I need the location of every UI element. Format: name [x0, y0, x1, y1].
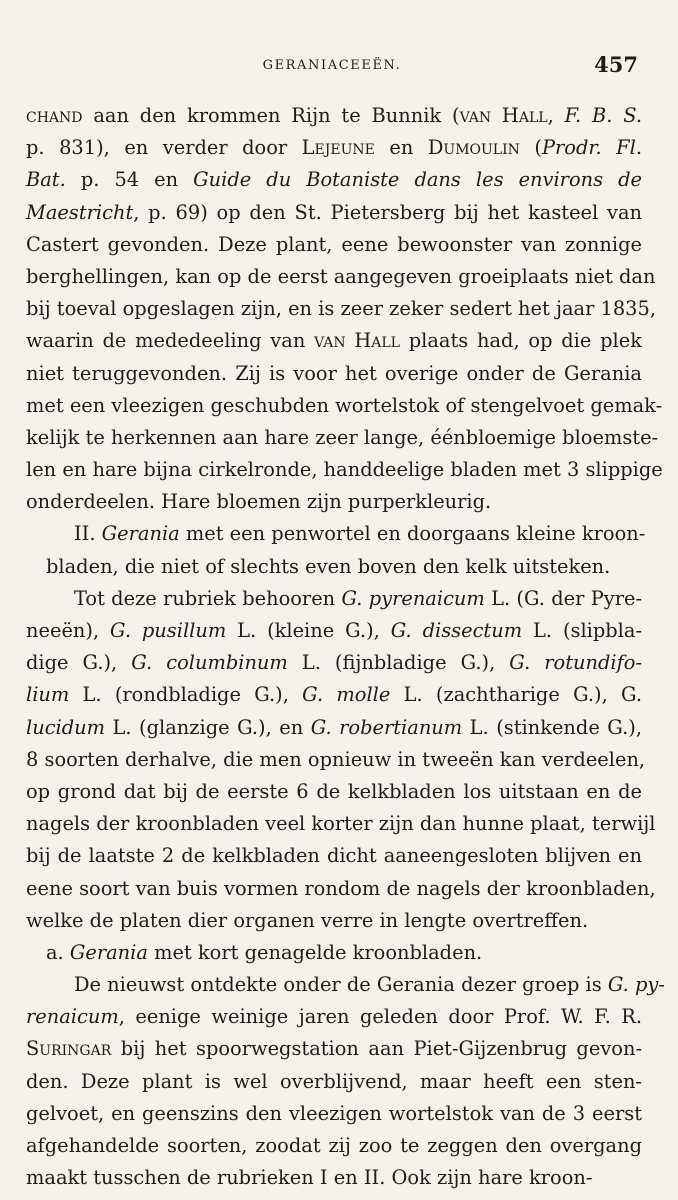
text-line: berghellingen, kan op de eerst aangegeven groeiplaats niet dan — [26, 264, 656, 288]
text-line: op grond dat bij de eerste 6 de kelkbladen los uitstaan en de — [26, 779, 642, 803]
page-number: 457 — [594, 52, 638, 77]
text-line: p. 831), en verder door Lejeune en Dumoulin (Prodr. Fl. — [26, 136, 642, 160]
text-line: Maestricht, p. 69) op den St. Pietersberg bij het kasteel van — [26, 200, 642, 224]
text-line: kelijk te herkennen aan hare zeer lange, éénbloemige bloemste- — [26, 425, 659, 449]
text-line: Bat. p. 54 en Guide du Botaniste dans les environs de — [26, 168, 642, 192]
text-line: onderdeelen. Hare bloemen zijn purperkleurig. — [26, 490, 492, 514]
text-line: Suringar bij het spoorwegstation aan Piet-Gijzenbrug gevon- — [26, 1037, 642, 1061]
text-line: bladen, die niet of slechts even boven den kelk uitsteken. — [46, 554, 611, 578]
text-line: Tot deze rubriek behooren G. pyrenaicum L. (G. der Pyre- — [74, 586, 642, 610]
text-line: a. Gerania met kort genagelde kroonbladen. — [46, 940, 483, 964]
text-line: renaicum, eenige weinige jaren geleden door Prof. W. F. R. — [26, 1005, 642, 1029]
text-line: bij toeval opgeslagen zijn, en is zeer zeker sedert het jaar 1835, — [26, 297, 657, 321]
text-line: neeën), G. pusillum L. (kleine G.), G. dissectum L. (slipbla- — [26, 619, 643, 642]
text-line: II. Gerania met een penwortel en doorgaans kleine kroon- — [74, 522, 646, 546]
text-line: waarin de mededeeling van van Hall plaats had, op die plek — [26, 329, 642, 353]
text-line: eene soort van buis vormen rondom de nagels der kroonbladen, — [26, 876, 656, 900]
text-line: Castert gevonden. Deze plant, eene bewoonster van zonnige — [26, 232, 642, 256]
text-line: len en hare bijna cirkelronde, handdeelige bladen met 3 slippige — [26, 458, 663, 482]
text-line: 8 soorten derhalve, die men opnieuw in tweeën kan verdeelen, — [26, 747, 646, 771]
text-line: lucidum L. (glanzige G.), en G. robertianum L. (stinkende G.), — [26, 715, 642, 739]
text-line: De nieuwst ontdekte onder de Gerania dezer groep is G. py- — [74, 973, 665, 997]
text-line: niet teruggevonden. Zij is voor het overige onder de Gerania — [26, 361, 642, 385]
body-text — [26, 100, 665, 1194]
text-line: met een vleezigen geschubden wortelstok of stengelvoet gemak- — [26, 393, 663, 417]
text-line: lium L. (rondbladige G.), G. molle L. (zachtharige G.), G. — [26, 683, 642, 707]
page-header — [26, 52, 638, 78]
text-line: dige G.), G. columbinum L. (fijnbladige G.), G. rotundifo- — [26, 651, 643, 675]
text-line: nagels der kroonbladen veel korter zijn dan hunne plaat, terwijl — [26, 812, 656, 836]
text-line: bij de laatste 2 de kelkbladen dicht aaneengesloten blijven en — [26, 844, 642, 868]
text-line: maakt tusschen de rubrieken I en II. Ook zijn hare kroon- — [26, 1166, 593, 1190]
text-line: afgehandelde soorten, zoodat zij zoo te zeggen den overgang — [26, 1134, 642, 1157]
text-line: den. Deze plant is wel overblijvend, maar heeft een sten- — [26, 1069, 642, 1093]
running-title: GERANIACEEËN. — [262, 58, 402, 73]
text-line: welke de platen dier organen verre in lengte overtreffen. — [26, 908, 589, 932]
text-line: chand aan den krommen Rijn te Bunnik (van Hall, F. B. S. — [26, 104, 642, 127]
text-line: gelvoet, en geenszins den vleezigen wortelstok van de 3 eerst — [26, 1101, 642, 1125]
